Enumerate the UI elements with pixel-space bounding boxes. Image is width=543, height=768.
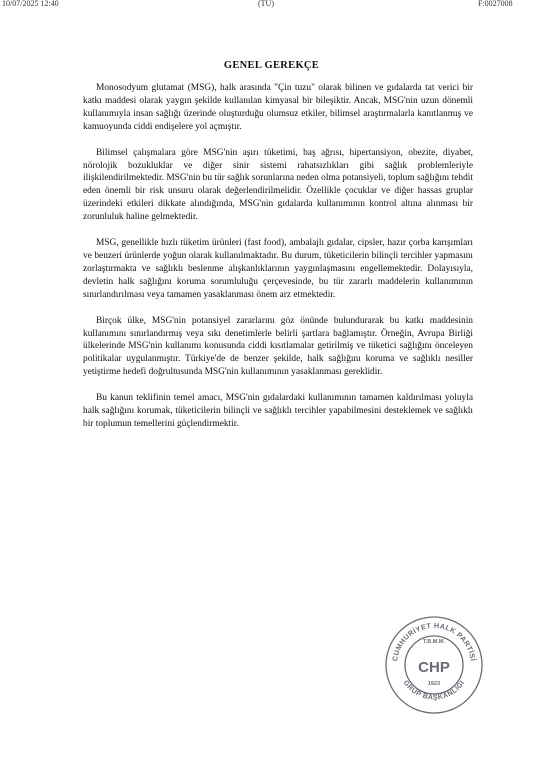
- fax-header-center: (TÜ): [258, 0, 274, 8]
- stamp-top-text: T.B.M.M.: [423, 639, 445, 645]
- stamp-emblem-text: CHP: [418, 659, 450, 676]
- paragraph-4: Birçok ülke, MSG'nin potansiyel zararlarını göz önünde bulundurarak bu katkı maddesinin kullanımını sınırlandırmış veya sıkı denetimlerle belirli şartlara bağlamıştır. Örneğin, Avrupa Birliği ülkelerinde MSG'nin kullanımı konusunda ciddi kısıtlamalar getirilmiş ve tüketici sağlığını önceleyen politikalar uygulanmıştır. Türkiye'de de benzer şekilde, halk sağlığını koruma ve sağlıklı nesiller yetiştirme hedefi doğrultusunda MSG'nin kullanımının yasaklanması gereklidir.: [83, 315, 473, 378]
- paragraph-1: Monosodyum glutamat (MSG), halk arasında "Çin tuzu" olarak bilinen ve gıdalarda tat verici bir katkı maddesi olarak yaygın şekilde kullanılan kimyasal bir bileşiktir. Ancak, MSG'nin uzun dönemli kullanımıyla insan sağlığı üzerinde oluşturduğu olumsuz etkiler, bilimsel araştırmalarla kanıtlanmış ve kamuoyunda ciddi endişelere yol açmıştır.: [83, 83, 473, 132]
- document-title: GENEL GEREKÇE: [223, 60, 320, 71]
- paragraph-2: Bilimsel çalışmalara göre MSG'nin aşırı tüketimi, baş ağrısı, hipertansiyon, obezite, diyabet, nörolojik bozukluklar ve diğer sinir sistemi rahatsızlıkları gibi sağlık problemleriyle ilişkilendirilmektedir. MSG'nin bu tür sağlık sorunlarına neden olma potansiyeli, toplum sağlığını tehdit eden önemli bir risk unsuru olarak değerlendirilmelidir. Özellikle çocuklar ve diğer hassas gruplar üzerindeki etkileri dikkate alındığında, MSG'nin gıdalarda kullanımının kontrol altına alınması bir zorunluluk haline gelmektedir.: [83, 147, 473, 223]
- fax-header: [0, 0, 543, 10]
- party-group-stamp: [383, 614, 485, 716]
- paragraph-3: MSG, genellikle hızlı tüketim ürünleri (fast food), ambalajlı gıdalar, cipsler, hazır çorba karışımları ve benzeri ürünlerde yoğun olarak kullanılmaktadır. Bu durum, tüketicilerin bilinçli tercihler yapmasını zorlaştırmakta ve sağlıklı beslenme alışkanlıklarının yaygınlaşmasını engellemektedir. Dolayısıyla, devletin halk sağlığını koruma sorumluluğu çerçevesinde, bu tür zararlı maddelerin kullanımının sınırlandırılması veya tamamen yasaklanması önem arz etmektedir.: [83, 238, 473, 300]
- stamp-ring-text: CUMHURİYET HALK PARTİSİ: [390, 620, 478, 662]
- document-body: [83, 82, 473, 444]
- stamp-bottom-text: GRUP BAŞKANLIĞI: [401, 679, 467, 702]
- paragraph-5: Bu kanun teklifinin temel amacı, MSG'nin gıdalardaki kullanımının tamamen kaldırılması yoluyla halk sağlığını korumak, tüketicilerin bilinçli ve sağlıklı tercihler yapabilmesini desteklemek ve sağlıklı bir toplumun temellerini güçlendirmektir.: [83, 393, 473, 429]
- fax-header-left: 10/07/2025 12:40: [2, 0, 59, 8]
- fax-header-right: F:0027008: [478, 0, 513, 8]
- stamp-year: 1923: [427, 681, 441, 687]
